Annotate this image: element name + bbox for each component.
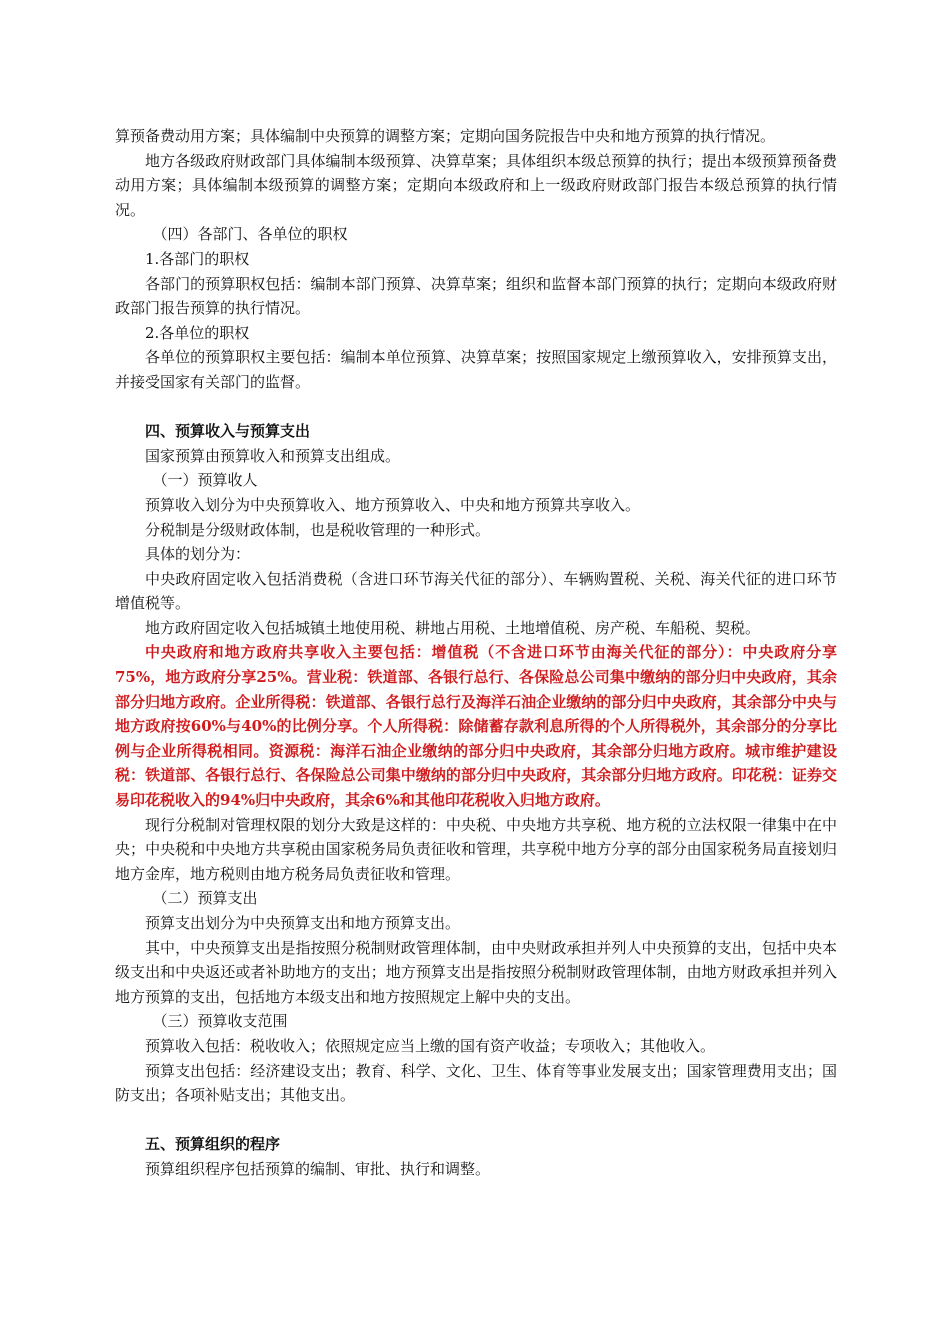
section-heading-budget-procedure: 五、预算组织的程序 — [145, 1135, 281, 1154]
paragraph-tax-sharing-system: 分税制是分级财政体制，也是税收管理的一种形式。 — [145, 520, 491, 539]
subheading-budget-expenditure: （二）预算支出 — [152, 889, 258, 908]
subheading-department-powers: 1.各部门的职权 — [145, 249, 250, 268]
subheading-revenue-expenditure-scope: （三）预算收支范围 — [152, 1012, 288, 1031]
subheading-budget-revenue: （一）预算收人 — [152, 471, 258, 490]
subheading-unit-powers: 2.各单位的职权 — [145, 323, 250, 342]
paragraph-shared-revenue-highlight: 中央政府和地方政府共享收入主要包括：增值税（不含进口环节由海关代征的部分）：中央政府分享75%，地方政府分享25%。营业税：铁道部、各银行总行、各保险总公司集中缴纳的部分归中央政府，其余部分归地方政府。企业所得税：铁道部、各银行总行及海洋石油企业缴纳的部分归中央政府，其余部分中央与地方政府按60%与40%的比例分享。个人所得税：除储蓄存款利息所得的个人所得税外，其余部分的分享比例与企业所得税相同。资源税：海洋石油企业缴纳的部分归中央政府，其余部分归地方政府。城市维护建设税：铁道部、各银行总行、各保险总公司集中缴纳的部分归中央政府，其余部分归地方政府。印花税：证券交易印花税收入的94%归中央政府，其余6%和其他印花税收入归地方政府。 — [115, 643, 837, 810]
paragraph-local-finance-duties: 地方各级政府财政部门具体编制本级预算、决算草案；具体组织本级总预算的执行；提出本级预算预备费动用方案；具体编制本级预算的调整方案；定期向本级政府和上一级政府财政部门报告本级总预算的执行情况。 — [115, 151, 837, 219]
document-page — [115, 124, 837, 1182]
section-heading-revenue-expenditure: 四、预算收入与预算支出 — [145, 422, 311, 441]
paragraph-management-authority: 现行分税制对管理权限的划分大致是这样的：中央税、中央地方共享税、地方税的立法权限一律集中在中央；中央税和中央地方共享税由国家税务局负责征收和管理，共享税中地方分享的部分由国家税务局直接划归地方金库，地方税则由地方税务局负责征收和管理。 — [115, 815, 837, 883]
paragraph-central-fixed-revenue: 中央政府固定收入包括消费税（含进口环节海关代征的部分）、车辆购置税、关税、海关代征的进口环节增值税等。 — [115, 569, 837, 613]
paragraph-budget-composition: 国家预算由预算收入和预算支出组成。 — [145, 446, 401, 465]
paragraph-central-finance-tail: 算预备费动用方案；具体编制中央预算的调整方案；定期向国务院报告中央和地方预算的执行情况。 — [115, 127, 776, 145]
section-gap — [115, 1108, 837, 1133]
paragraph-revenue-scope: 预算收入包括：税收收入；依照规定应当上缴的国有资产收益；专项收入；其他收入。 — [145, 1036, 716, 1055]
paragraph-specific-division: 具体的划分为： — [145, 545, 251, 564]
paragraph-expenditure-definition: 其中，中央预算支出是指按照分税制财政管理体制，由中央财政承担并列人中央预算的支出，包括中央本级支出和中央返还或者补助地方的支出；地方预算支出是指按照分税制财政管理体制，由地方财政承担并列入地方预算的支出，包括地方本级支出和地方按照规定上解中央的支出。 — [115, 938, 837, 1006]
paragraph-revenue-division: 预算收入划分为中央预算收入、地方预算收入、中央和地方预算共享收入。 — [145, 495, 641, 514]
paragraph-expenditure-scope: 预算支出包括：经济建设支出；教育、科学、文化、卫生、体育等事业发展支出；国家管理费用支出；国防支出；各项补贴支出；其他支出。 — [115, 1061, 837, 1105]
paragraph-expenditure-division: 预算支出划分为中央预算支出和地方预算支出。 — [145, 914, 461, 932]
paragraph-department-powers: 各部门的预算职权包括：编制本部门预算、决算草案；组织和监督本部门预算的执行；定期向本级政府财政部门报告预算的执行情况。 — [115, 274, 837, 318]
paragraph-unit-powers: 各单位的预算职权主要包括：编制本单位预算、决算草案；按照国家规定上缴预算收入，安排预算支出，并接受国家有关部门的监督。 — [115, 348, 837, 391]
subheading-departments-units: （四）各部门、各单位的职权 — [152, 225, 348, 244]
section-gap — [115, 395, 837, 420]
paragraph-local-fixed-revenue: 地方政府固定收入包括城镇土地使用税、耕地占用税、土地增值税、房产税、车船税、契税。 — [145, 618, 761, 637]
paragraph-budget-procedure: 预算组织程序包括预算的编制、审批、执行和调整。 — [145, 1159, 491, 1178]
